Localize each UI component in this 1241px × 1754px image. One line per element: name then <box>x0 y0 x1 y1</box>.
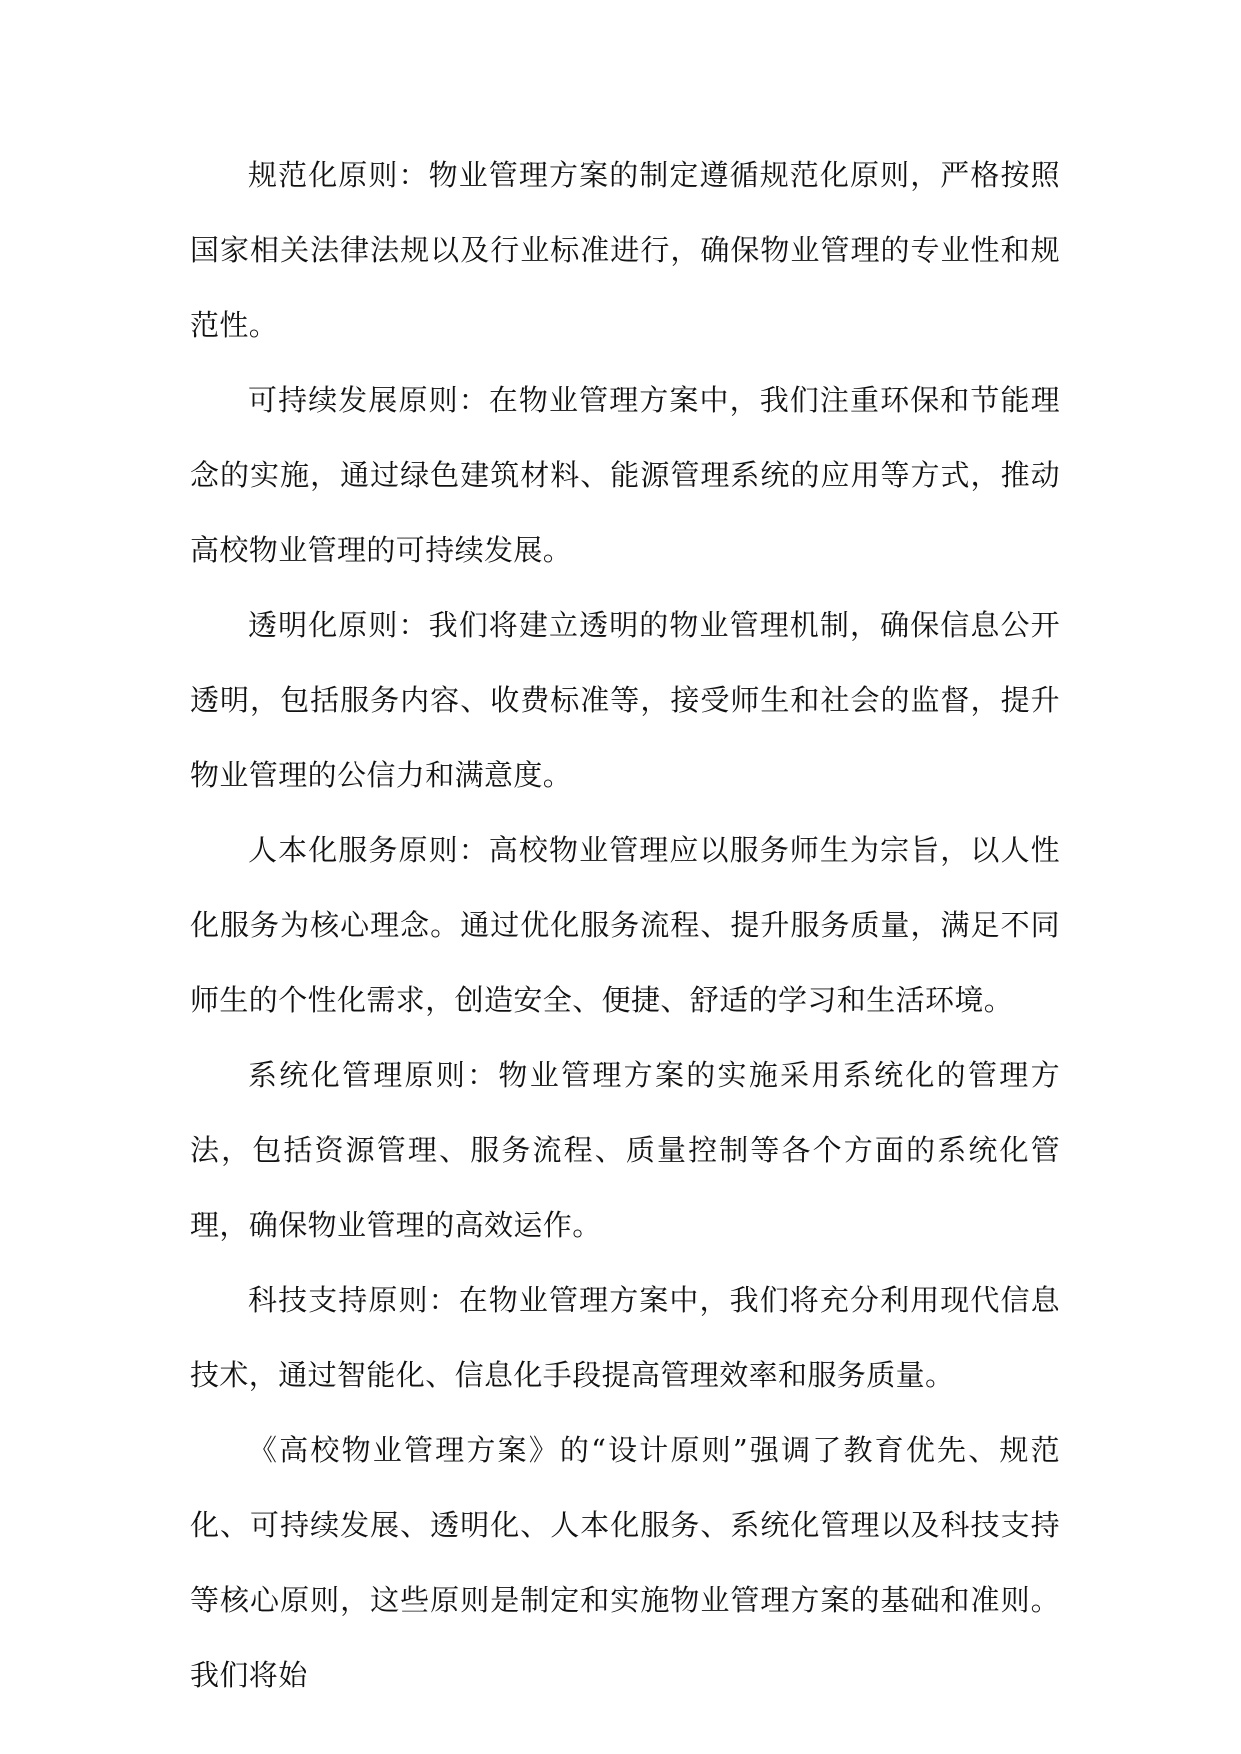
paragraph-technology-support-principle: 科技支持原则：在物业管理方案中，我们将充分利用现代信息技术，通过智能化、信息化手段提高管理效率和服务质量。 <box>190 1283 1060 1392</box>
paragraph-design-principles-summary: 《高校物业管理方案》的“设计原则”强调了教育优先、规范化、可持续发展、透明化、人本化服务、系统化管理以及科技支持等核心原则，这些原则是制定和实施物业管理方案的基础和准则。我们将始 <box>190 1433 1060 1692</box>
paragraph-systematic-management-principle: 系统化管理原则：物业管理方案的实施采用系统化的管理方法，包括资源管理、服务流程、质量控制等各个方面的系统化管理，确保物业管理的高效运作。 <box>190 1058 1060 1242</box>
document-body <box>190 138 1060 1713</box>
paragraph-sustainability-principle: 可持续发展原则：在物业管理方案中，我们注重环保和节能理念的实施，通过绿色建筑材料、能源管理系统的应用等方式，推动高校物业管理的可持续发展。 <box>190 383 1060 567</box>
paragraph-standardization-principle: 规范化原则：物业管理方案的制定遵循规范化原则，严格按照国家相关法律法规以及行业标准进行，确保物业管理的专业性和规范性。 <box>190 158 1060 342</box>
paragraph-people-oriented-principle: 人本化服务原则：高校物业管理应以服务师生为宗旨，以人性化服务为核心理念。通过优化服务流程、提升服务质量，满足不同师生的个性化需求，创造安全、便捷、舒适的学习和生活环境。 <box>190 833 1060 1017</box>
paragraph-transparency-principle: 透明化原则：我们将建立透明的物业管理机制，确保信息公开透明，包括服务内容、收费标准等，接受师生和社会的监督，提升物业管理的公信力和满意度。 <box>190 608 1060 792</box>
